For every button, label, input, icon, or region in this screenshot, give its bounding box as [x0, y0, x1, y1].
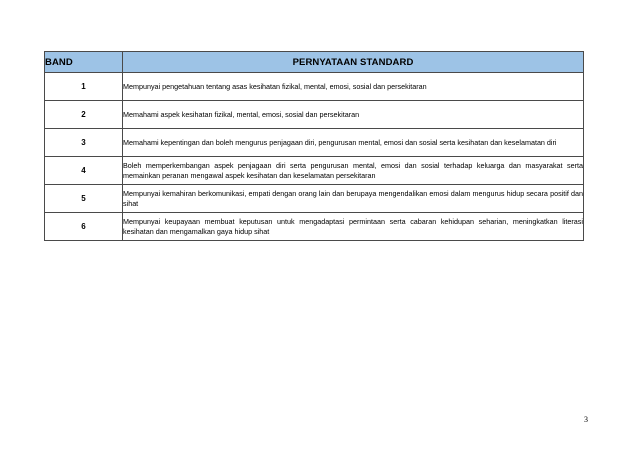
band-number: 2 [45, 101, 123, 129]
table-header-row [45, 52, 584, 73]
standard-statement: Mempunyai kemahiran berkomunikasi, empati dengan orang lain dan berupaya mengendalikan emosi dalam mengurus hidup secara positif dan sihat [123, 185, 584, 213]
table-row [45, 129, 584, 157]
table-row [45, 185, 584, 213]
band-number: 6 [45, 213, 123, 241]
standard-statement: Memahami aspek kesihatan fizikal, mental, emosi, sosial dan persekitaran [123, 101, 584, 129]
standard-statement: Memahami kepentingan dan boleh mengurus penjagaan diri, pengurusan mental, emosi dan sosial serta kesihatan dan keselamatan diri [123, 129, 584, 157]
table-row [45, 73, 584, 101]
table-row [45, 101, 584, 129]
table-body [45, 73, 584, 241]
page-number: 3 [584, 415, 588, 424]
standard-statement: Mempunyai keupayaan membuat keputusan untuk mengadaptasi permintaan serta cabaran kehidupan seharian, meningkatkan literasi kesihatan dan mengamalkan gaya hidup sihat [123, 213, 584, 241]
band-column-header: BAND [45, 52, 123, 73]
table-row [45, 213, 584, 241]
band-number: 1 [45, 73, 123, 101]
table-header [45, 52, 584, 73]
statement-column-header: PERNYATAAN STANDARD [123, 52, 584, 73]
band-standard-table [44, 51, 584, 241]
band-number: 5 [45, 185, 123, 213]
table-row [45, 157, 584, 185]
band-number: 4 [45, 157, 123, 185]
standard-statement: Boleh memperkembangan aspek penjagaan diri serta pengurusan mental, emosi dan sosial terhadap keluarga dan masyarakat serta memainkan peranan mengawal aspek kesihatan dan keselamatan persekitaran [123, 157, 584, 185]
standard-statement: Mempunyai pengetahuan tentang asas kesihatan fizikal, mental, emosi, sosial dan persekitaran [123, 73, 584, 101]
band-number: 3 [45, 129, 123, 157]
